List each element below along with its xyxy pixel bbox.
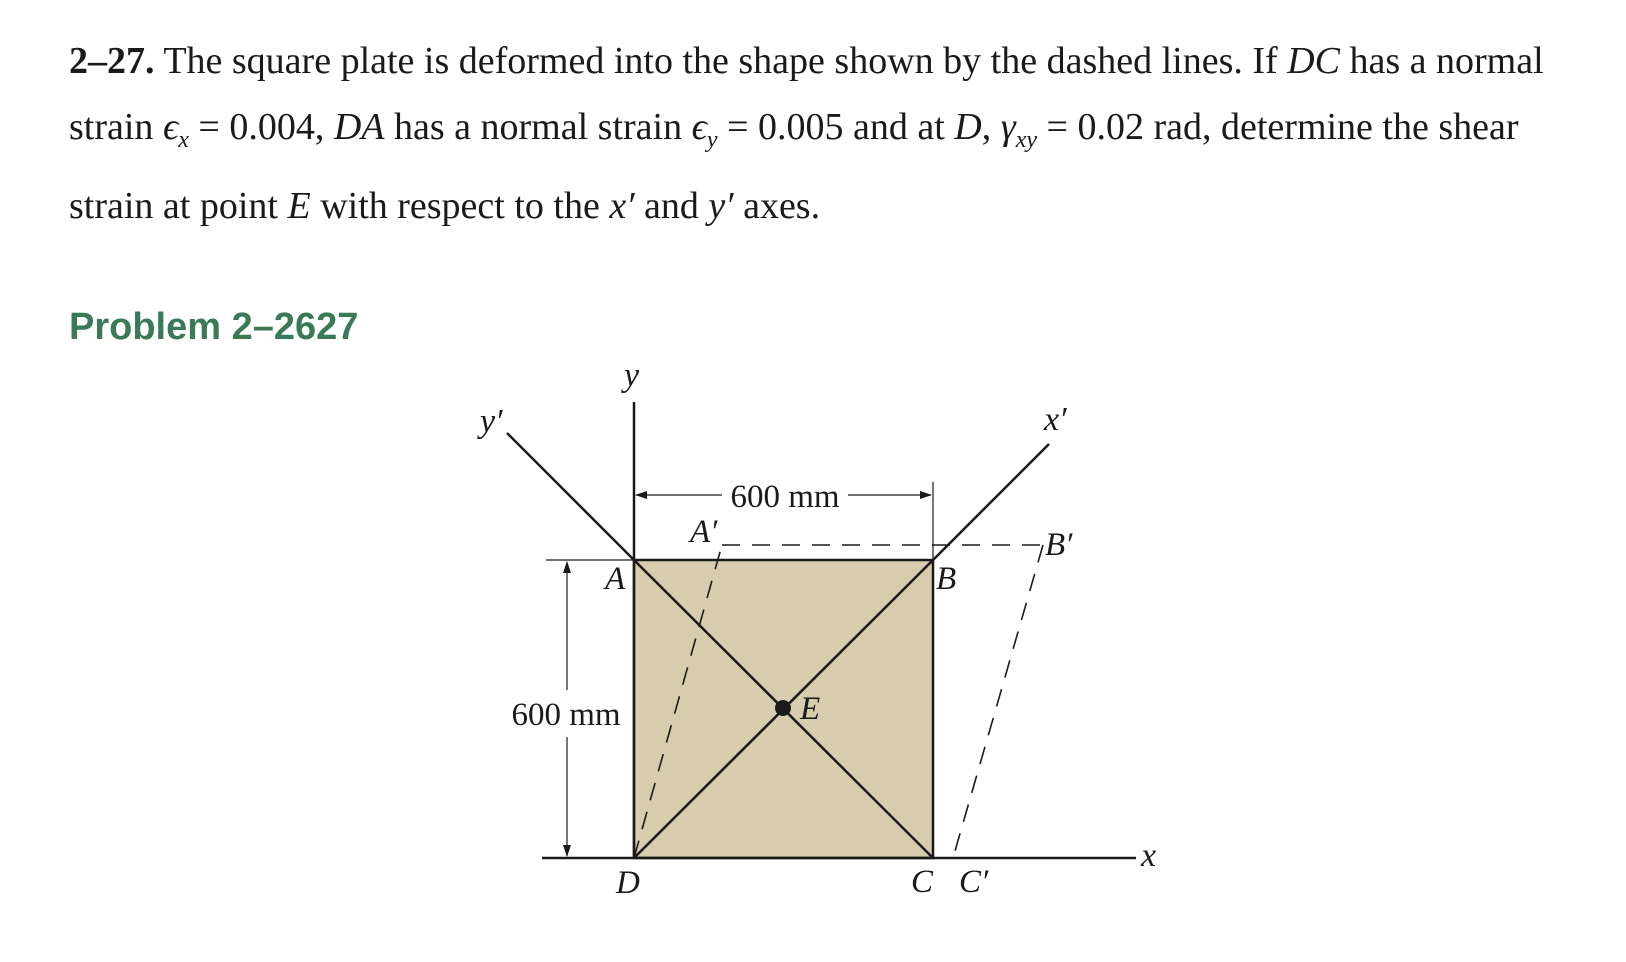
- axis-x-prime: x′: [609, 185, 635, 227]
- problem-heading: Problem 2–2627: [69, 306, 359, 348]
- epsilon-x-symbol: ϵ: [162, 106, 179, 148]
- axis-y-prime: y′: [708, 185, 734, 227]
- problem-text-4: has a normal strain: [384, 106, 692, 148]
- problem-text-10: axes.: [733, 185, 821, 227]
- subscript-xy: xy: [1015, 127, 1038, 153]
- problem-number: 2–27.: [69, 40, 155, 82]
- y-prime-axis: [507, 433, 634, 560]
- label-c: C: [911, 864, 934, 900]
- label-a: A: [605, 561, 626, 597]
- label-c-prime: C′: [959, 864, 989, 900]
- segment-da: DA: [333, 106, 385, 148]
- epsilon-y-symbol: ϵ: [691, 106, 707, 148]
- problem-text-6: ,: [981, 106, 1001, 148]
- label-y-prime: y′: [480, 403, 503, 440]
- label-x: x: [1141, 837, 1157, 874]
- segment-dc: DC: [1287, 40, 1340, 82]
- label-a-prime: A′: [690, 514, 718, 550]
- label-b: B: [936, 561, 957, 597]
- deformed-edge-bc: [953, 545, 1043, 858]
- label-e: E: [800, 691, 821, 727]
- label-d: D: [616, 865, 640, 901]
- point-d: D: [954, 106, 982, 148]
- problem-text-7: = 0.02 rad, determine the shear strain at point: [69, 106, 1519, 227]
- subscript-y: y: [706, 127, 718, 153]
- label-y: y: [624, 357, 640, 394]
- problem-text-8: with respect to the: [310, 185, 610, 227]
- problem-text-9: and: [634, 185, 709, 227]
- x-prime-axis: [933, 444, 1049, 560]
- label-b-prime: B′: [1045, 527, 1073, 563]
- problem-text-3: = 0.004,: [188, 106, 334, 148]
- label-x-prime: x′: [1044, 401, 1067, 438]
- point-e-marker: [775, 700, 791, 716]
- problem-text-2: has a normal strain: [69, 40, 1544, 148]
- dim-vertical-label: 600 mm: [511, 697, 621, 733]
- subscript-x: x: [178, 127, 189, 153]
- point-e: E: [287, 185, 311, 227]
- problem-text-1: The square plate is deformed into the shape shown by the dashed lines. If: [154, 40, 1288, 82]
- problem-text-5: = 0.005 and at: [717, 106, 955, 148]
- dim-horizontal-label: 600 mm: [730, 479, 840, 515]
- gamma-symbol: γ: [1000, 106, 1016, 148]
